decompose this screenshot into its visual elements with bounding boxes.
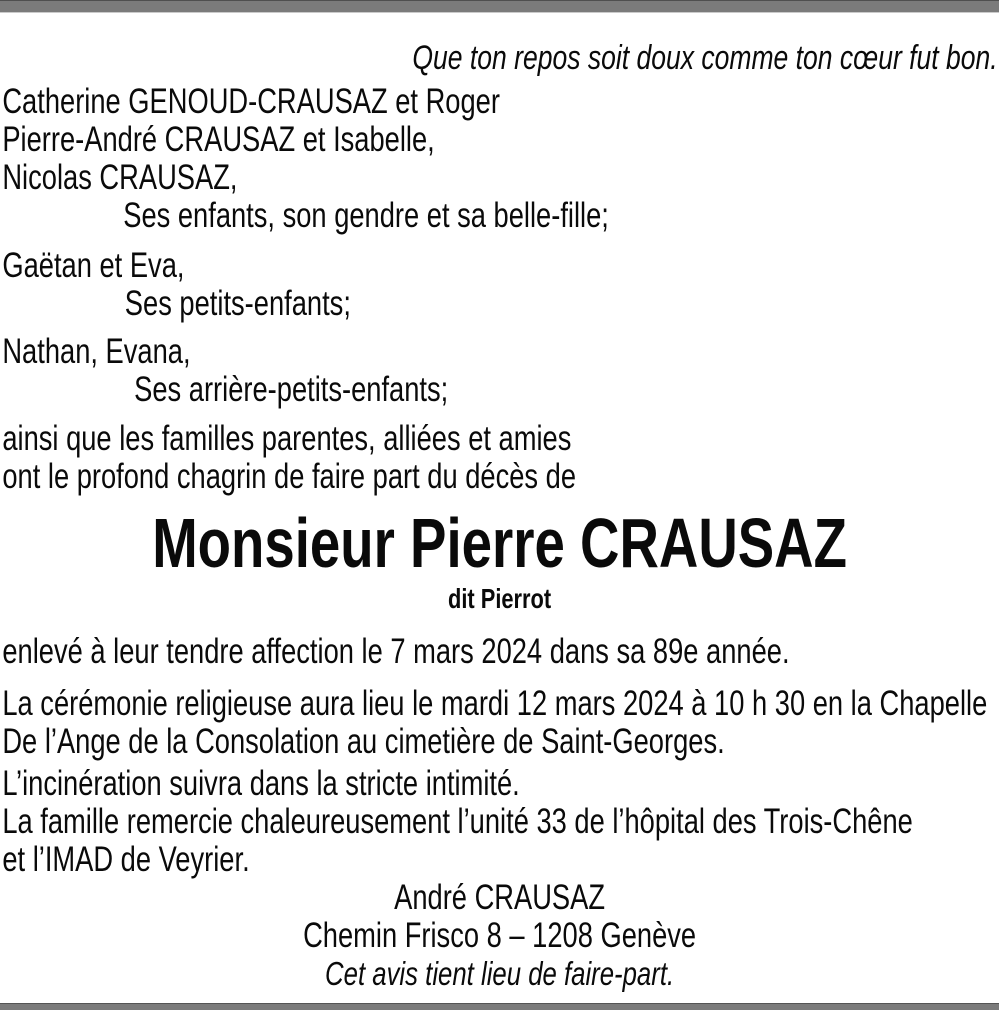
ceremony-line: La cérémonie religieuse aura lieu le mardi 12 mars 2024 à 10 h 30 en la Chapelle <box>2 684 988 723</box>
mourner-group-great-grandchildren <box>0 333 999 409</box>
notice-body <box>0 13 999 993</box>
deceased-name: Monsieur Pierre CRAUSAZ <box>152 504 847 582</box>
relation-line: Ses petits-enfants; <box>124 284 351 323</box>
ceremony-details <box>0 685 999 761</box>
relation-line: Ses arrière-petits-enfants; <box>134 370 449 409</box>
death-statement: enlevé à leur tendre affection le 7 mars 2024 dans sa 89e année. <box>2 632 790 671</box>
announcement <box>0 420 999 496</box>
mourner-group-grandchildren <box>0 247 999 323</box>
ceremony-line: De l’Ange de la Consolation au cimetière de Saint-Georges. <box>2 722 725 761</box>
announcement-line: ainsi que les familles parentes, alliées et amies <box>2 419 572 458</box>
footer-note: Cet avis tient lieu de faire-part. <box>325 955 675 992</box>
cremation-line: L’incinération suivra dans la stricte intimité. <box>2 764 520 803</box>
top-rule <box>0 0 999 13</box>
announcement-line: ont le profond chagrin de faire part du décès de <box>2 457 577 496</box>
relation-line: Ses enfants, son gendre et sa belle-fille; <box>123 196 609 235</box>
mourner-line: Nathan, Evana, <box>2 332 191 371</box>
mourner-line: Pierre-André CRAUSAZ et Isabelle, <box>2 120 435 159</box>
cremation-details <box>0 765 999 879</box>
mourner-line: Catherine GENOUD-CRAUSAZ et Roger <box>2 82 500 121</box>
bottom-rule <box>0 1003 999 1010</box>
mourner-line: Nicolas CRAUSAZ, <box>2 158 238 197</box>
epigraph: Que ton repos soit doux comme ton cœur fut bon. <box>412 39 998 77</box>
signature-address: Chemin Frisco 8 – 1208 Genève <box>303 916 697 955</box>
thanks-line: La famille remercie chaleureusement l’unité 33 de l’hôpital des Trois-Chêne <box>2 802 913 841</box>
mourner-group-children <box>0 83 999 235</box>
signature-name: André CRAUSAZ <box>394 878 606 917</box>
mourner-line: Gaëtan et Eva, <box>2 246 185 285</box>
deceased-nickname: dit Pierrot <box>448 583 552 614</box>
thanks-line: et l’IMAD de Veyrier. <box>2 840 250 879</box>
signature-block <box>0 879 999 993</box>
